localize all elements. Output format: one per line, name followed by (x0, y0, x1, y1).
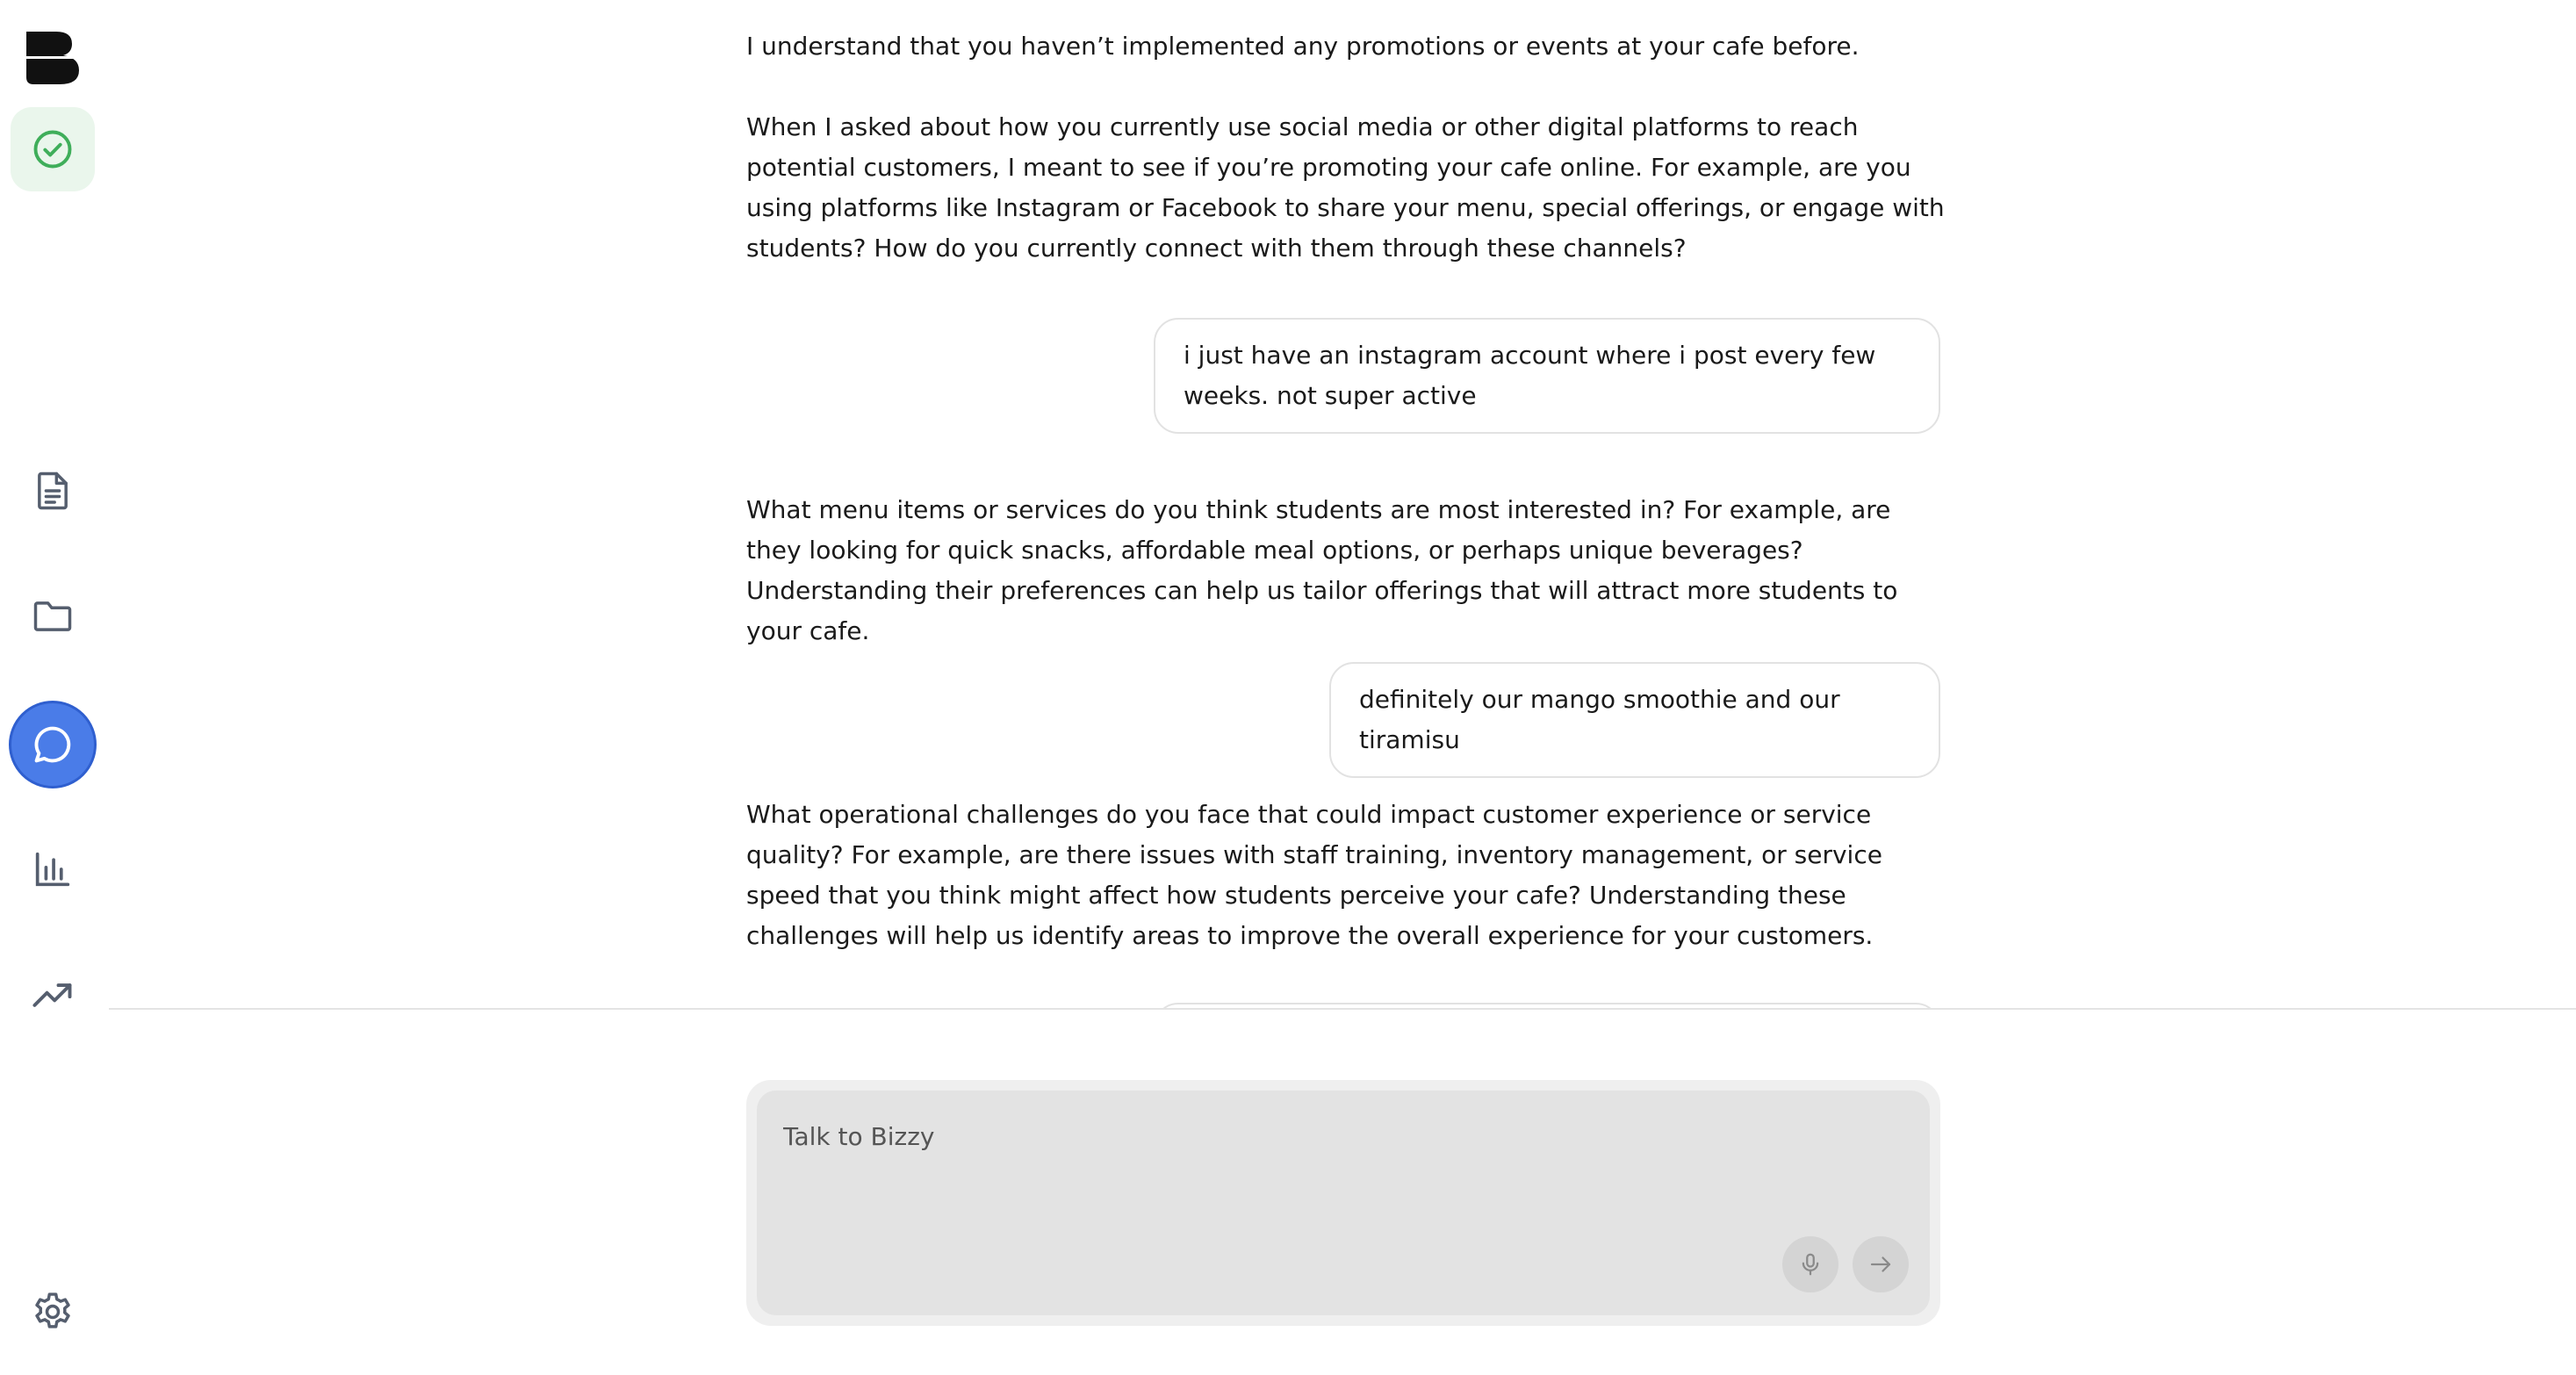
composer-divider (109, 1008, 2576, 1010)
message-paragraph: When I asked about how you currently use social media or other digital platforms to reach potential customers, I meant to see if you’re promoting your cafe online. For example, are you using platforms like Instagram or Facebook to share your menu, special offerings, or engage with students? How do you currently connect with them through these channels? (746, 112, 1945, 263)
message-input[interactable] (783, 1110, 1661, 1163)
check-circle-icon[interactable] (11, 107, 95, 191)
trend-up-icon[interactable] (11, 954, 95, 1038)
user-message-text: i just have an instagram account where i post every few weeks. not super active (1184, 341, 1876, 410)
conversation-thread (109, 0, 2576, 1008)
document-icon[interactable] (11, 449, 95, 533)
bizzy-logo-icon[interactable] (11, 16, 95, 100)
assistant-message (746, 26, 1949, 269)
composer (746, 1080, 1940, 1326)
send-button[interactable] (1853, 1236, 1909, 1292)
folder-icon[interactable] (11, 574, 95, 659)
chat-bubble-icon[interactable] (9, 701, 97, 788)
arrow-right-icon (1867, 1251, 1894, 1278)
composer-box (757, 1091, 1930, 1315)
user-message (1329, 662, 1940, 778)
message-paragraph: What menu items or services do you think students are most interested in? For example, are they looking for quick snacks, affordable meal options, or perhaps unique beverages? Understanding their preferences can help us tailor offerings that will attract more students to your cafe. (746, 495, 1898, 645)
bar-chart-icon[interactable] (11, 827, 95, 911)
user-message-text: definitely our mango smoothie and our tiramisu (1359, 685, 1840, 754)
gear-icon[interactable] (11, 1270, 95, 1354)
microphone-icon (1797, 1251, 1824, 1278)
message-paragraph: I understand that you haven’t implemented any promotions or events at your cafe before. (746, 32, 1860, 61)
assistant-message (746, 490, 1949, 652)
sidebar (0, 0, 109, 1375)
message-paragraph: What operational challenges do you face that could impact customer experience or service quality? For example, are there issues with staff training, inventory management, or service speed that you think might affect how students perceive your cafe? Understanding these challenges will help us identify areas to improve the overall experience for your customers. (746, 800, 1882, 950)
user-message (1154, 318, 1940, 434)
assistant-message (746, 795, 1949, 956)
microphone-button[interactable] (1782, 1236, 1838, 1292)
